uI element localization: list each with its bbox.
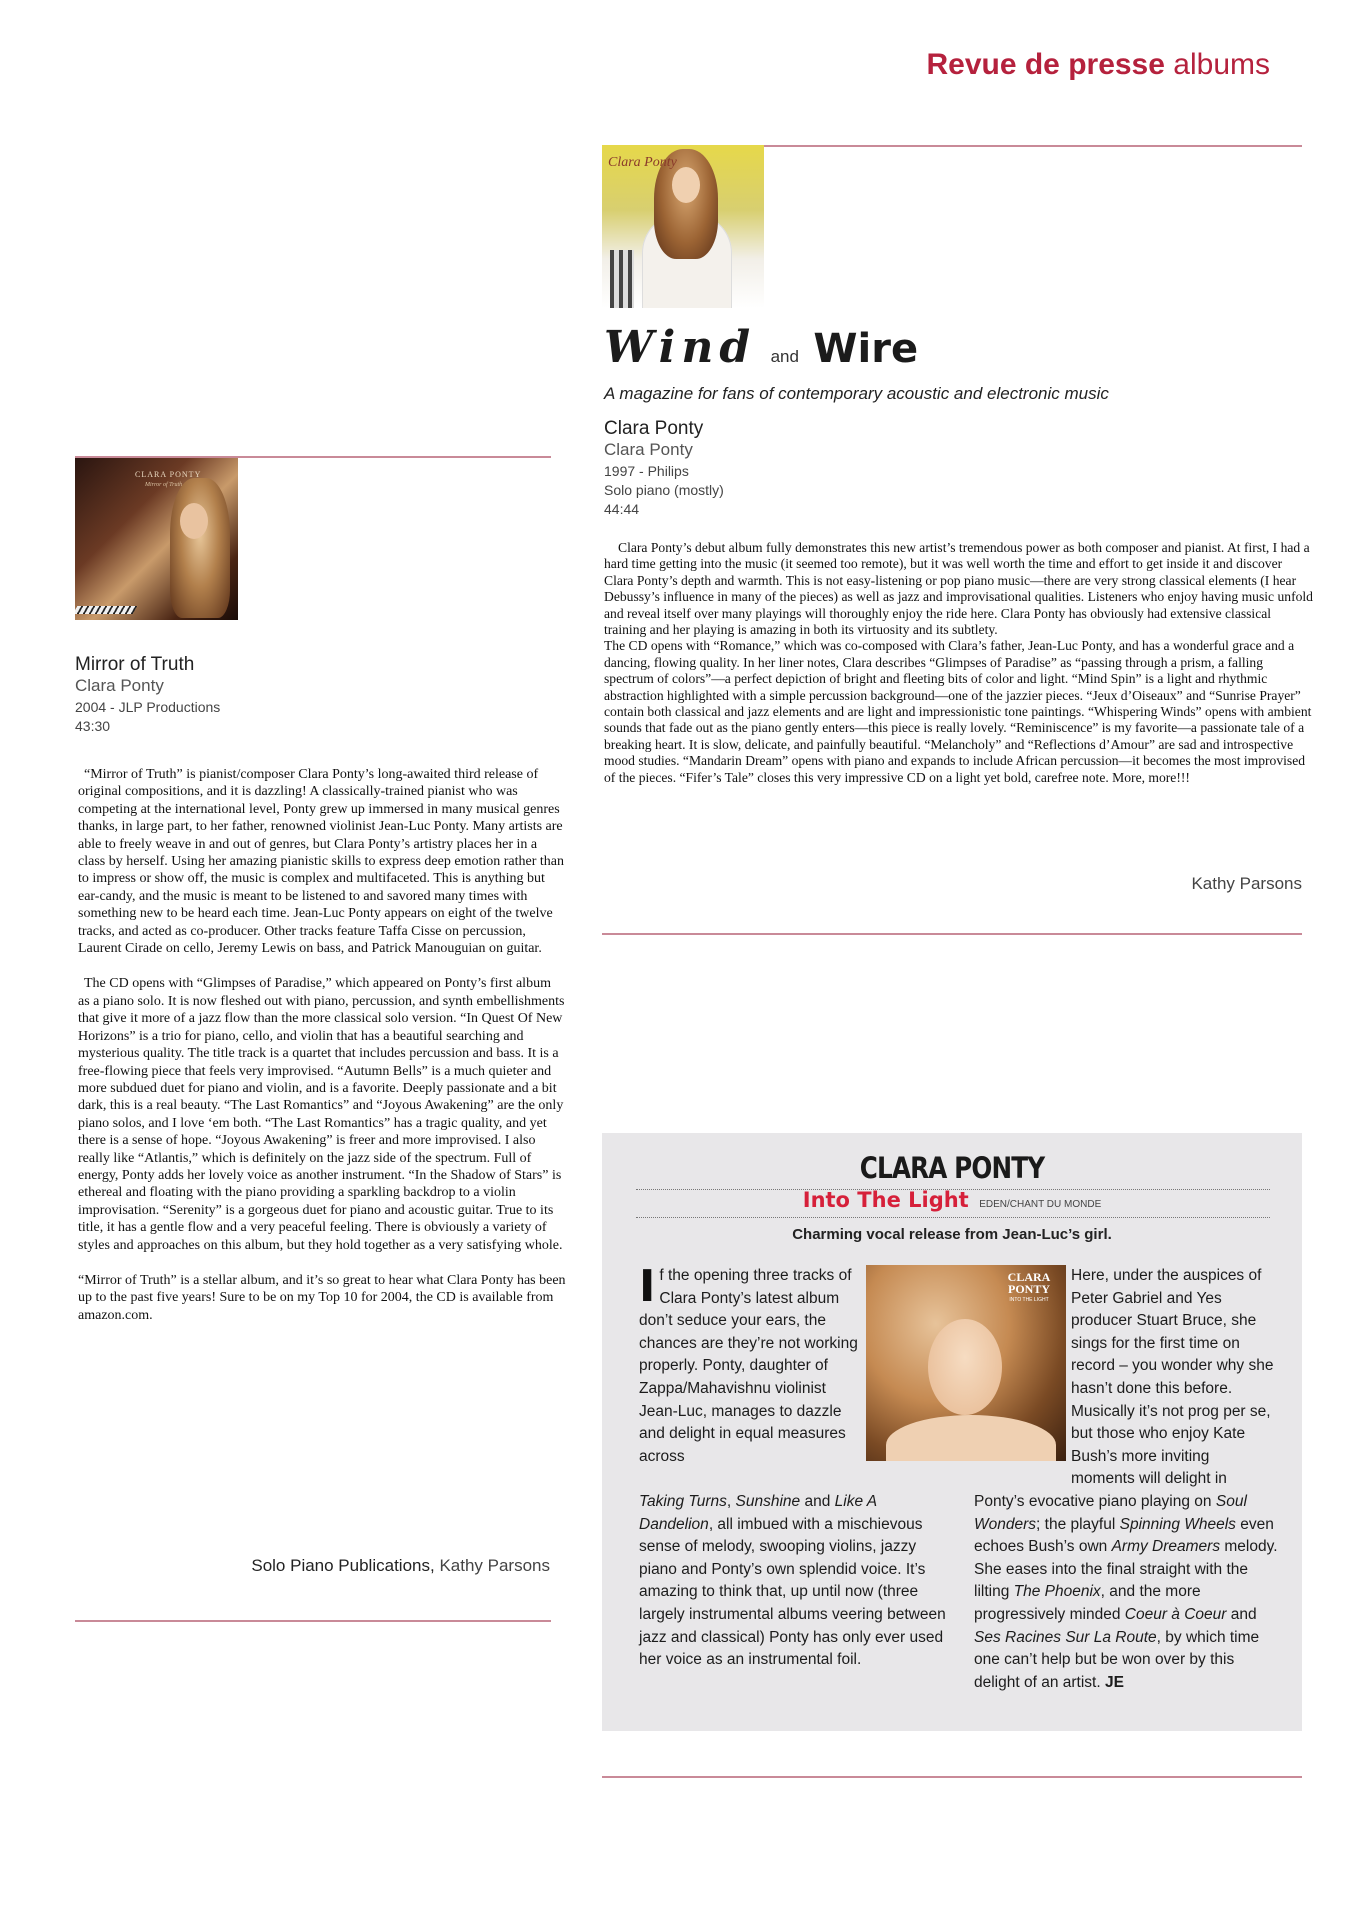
album-year-label: 2004 - JLP Productions [75,699,221,715]
song-title: Ses Racines Sur La Route [974,1628,1157,1646]
clara-credit: Kathy Parsons [1191,874,1302,893]
clara-review [604,540,1314,786]
clipping-text: , [726,1493,736,1510]
header-title-bold: Revue de presse [926,48,1165,81]
album-genre: Solo piano (mostly) [604,482,724,498]
clipping-text: and [1226,1605,1257,1623]
clipping-divider [636,1217,1270,1218]
author-signature: JE [1104,1673,1124,1691]
clara-ponty-cover [602,145,764,308]
clipping-col2-top: Here, under the auspices of Peter Gabriel and Yes producer Stuart Bruce, she sings for the first time on record – you wonder why she hasn’t done this before. Musically it’s not prog per se, but those who enjoy Kate Bush’s more inviting moments will delight in [1071,1267,1274,1488]
into-the-light-clipping [602,1133,1302,1731]
wind-and-wire-logo [604,322,1004,378]
right-middle-divider [602,933,1302,935]
page-header [840,48,1270,82]
logo-wind: Wind [604,322,757,373]
clipping-text: , and the more progressively minded [974,1583,1201,1623]
cover-title: Mirror of Truth [145,482,183,488]
clipping-text: melody. She eases into the final straight with the lilting [974,1538,1278,1601]
drop-cap: I [639,1261,656,1312]
clipping-subtitle [602,1188,1302,1212]
clipping-title: CLARA PONTY [859,1151,1045,1185]
header-title-light: albums [1173,48,1270,81]
song-title: Spinning Wheels [1119,1515,1236,1533]
clipping-col1-bottom [639,1491,949,1672]
clipping-col2-bottom [974,1491,1280,1694]
clipping-text: and [800,1493,835,1510]
review-paragraph: “Mirror of Truth” is a stellar album, and it’s so great to hear what Clara Ponty has been up to the past five years! Sure to be on my Top 10 for 2004, the CD is available from amazon.com. [78,1272,566,1323]
album-duration: 44:44 [604,501,640,517]
review-paragraph: The CD opens with “Romance,” which was co-composed with Clara’s father, Jean-Luc Ponty, and has a wonderful grace and a dancing, flowing quality. In her liner notes, Clara describes “Glimpses of Paradise” as “passing through a prism, a falling spectrum of colors”—a perfect depiction of bright and fleeting bits of color and light. “Mind Spin” is a light and rhythmic abstraction highlighted with a simple percussion background—one of the jazzier pieces. “Jeux d’Oiseaux” and “Sunrise Prayer” contain both classical and jazz elements and are light and impressionistic tone paintings. “Whispering Winds” opens with ambient sounds that fade out as the piano gently enters—this piece is really lovely. “Reminiscence” is my favorite—a passionate tale of a breaking heart. It is slow, delicate, and painfully beautiful. “Melancholy” and “Reflections d’Amour” are sad and introspective mood studies. “Mandarin Dream” opens with piano and expands to include African percussion—it becomes the most improvised of the pieces. “Fifer’s Tale” closes this very impressive CD on a light yet bold, carefree note. More, more!!! [604,638,1312,785]
song-title: Coeur à Coeur [1124,1605,1227,1623]
clipping-text: , by which time one can’t help but be won over by this delight of an artist. [974,1628,1260,1691]
credit-source: Solo Piano Publications, [251,1556,435,1575]
clipping-album: Into The Light [802,1188,969,1212]
clara-portrait [866,1265,1066,1461]
credit-author: Kathy Parsons [439,1556,550,1575]
album-year-label: 1997 - Philips [604,463,689,479]
mirror-album-info [75,654,545,736]
review-paragraph: Clara Ponty’s debut album fully demonstrates this new artist’s tremendous power as both composer and pianist. At first, I had a hard time getting into the music (it seemed too remote), but it was well worth the time and effort to get inside it and discover Clara Ponty’s depth and warmth. This is not easy-listening or pop piano music—there are very strong classical elements (I hear Debussy’s influence in many of the pieces) as well as jazz and improvisational qualities. Listeners who enjoy having music unfold and reveal itself over many playings will thoroughly enjoy the ride here. Clara Ponty has obviously had extensive classical training and her playing is amazing in both its virtuosity and its subtlety. [604,540,1313,638]
magazine-tagline: A magazine for fans of contemporary acoustic and electronic music [604,384,1109,403]
logo-wire: Wire [813,326,919,372]
song-title: Taking Turns [639,1493,727,1510]
right-bottom-divider [602,1776,1302,1778]
left-bottom-divider [75,1620,551,1622]
mirror-review [78,766,566,1342]
clipping-col1-top [639,1261,861,1468]
review-paragraph: “Mirror of Truth” is pianist/composer Clara Ponty’s long-awaited third release of original compositions, and it is dazzling! A classically-trained pianist who was competing at the international level, Ponty grew up immersed in many musical genres thanks, in large part, to her father, renowned violinist Jean-Luc Ponty. Many artists are able to freely weave in and out of genres, but Clara Ponty’s artistry places her in a class by herself. Using her amazing pianistic skills to express deep emotion rather than to impress or show off, the music is complex and multifaceted. This is anything but ear-candy, and the music is meant to be listened to and savored many times with something new to be heard each time. Jean-Luc Ponty appears on eight of the twelve tracks, and acted as co-producer. Other tracks feature Taffa Cisse on percussion, Laurent Cirade on cello, Jeremy Lewis on bass, and Patrick Manouguian on guitar. [78,767,564,957]
album-artist: Clara Ponty [75,676,164,695]
song-title: Army Dreamers [1111,1538,1221,1556]
photo-subtitle: INTO THE LIGHT [1009,1297,1049,1303]
clipping-text: even echoes Bush’s own [974,1515,1274,1556]
mirror-credit [150,1556,550,1576]
clipping-text: ; the playful [1036,1515,1120,1533]
cover-label: Clara Ponty [608,155,677,170]
album-title: Clara Ponty [604,418,704,439]
song-title: Sunshine [735,1493,801,1510]
song-title: Like A Dandelion [639,1493,877,1533]
logo-and: and [770,347,799,366]
clipping-text: , all imbued with a mischievous sense of melody, swooping violins, jazzy piano and Ponty’s own splendid voice. It’s amazing to think that, up until now (three largely instrumental albums veering between jazz and classical) Ponty has only ever used her voice as an instrumental foil. [639,1515,946,1669]
review-paragraph: The CD opens with “Glimpses of Paradise,” which appeared on Ponty’s first album as a piano solo. It is now fleshed out with piano, percussion, and synth embellishments that give it more of a jazz flow than the more classical solo version. “In Quest Of New Horizons” is a trio for piano, cello, and violin that has a beautiful searching and mysterious quality. The title track is a quartet that includes percussion and bass. It is a free-flowing piece that feels very improvised. “Autumn Bells” is a much quieter and more subdued duet for piano and violin, and is a favorite. Deeply passionate and a bit dark, this is a real beauty. “The Last Romantics” and “Joyous Awakening” are the only piano solos, and I love ‘em both. “The Last Romantics” has a tragic quality, and yet there is a sense of hope. “Joyous Awakening” is freer and more improvised. I also really like “Atlantis,” which is definitely on the jazz side of the spectrum. Full of energy, Ponty adds her lovely voice as another instrument. “In the Shadow of Stars” is ethereal and floating with the piano providing a sparkling backdrop to a violin improvisation. “Serenity” is a gorgeous duet for piano and acoustic guitar. True to its title, it has a gentle flow and a very peaceful feeling. There is obviously a variety of styles and approaches on this album, but they hold together as a very satisfying whole. [78,976,565,1253]
mirror-of-truth-cover [75,458,238,620]
album-title: Mirror of Truth [75,654,195,675]
clara-album-info [604,418,1074,519]
song-title: Soul Wonders [974,1493,1247,1533]
clipping-text: Ponty’s evocative piano playing on [974,1493,1216,1510]
clipping-tagline: Charming vocal release from Jean-Luc’s girl. [792,1226,1112,1243]
clipping-text: f the opening three tracks of Clara Ponty’s latest album don’t seduce your ears, the chances are they’re not working properly. Ponty, daughter of Zappa/Mahavishnu violinist Jean-Luc, manages to dazzle and delight in equal measures across [639,1267,858,1465]
clipping-label: EDEN/CHANT DU MONDE [979,1199,1102,1210]
album-artist: Clara Ponty [604,440,693,459]
song-title: The Phoenix [1013,1583,1101,1601]
album-duration: 43:30 [75,718,111,734]
cover-artist: CLARA PONTY [135,470,202,479]
photo-title: CLARA PONTY [1007,1270,1051,1296]
